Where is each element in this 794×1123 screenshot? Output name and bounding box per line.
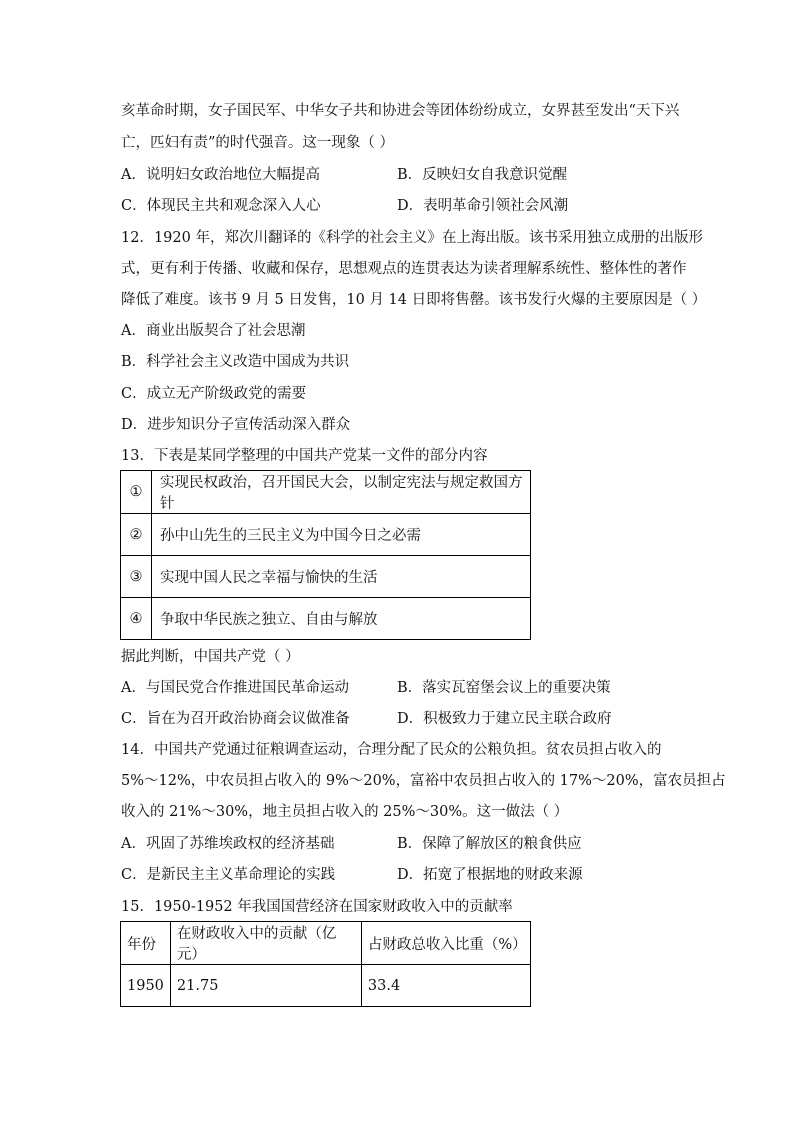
header-cell: 在财政收入中的贡献（亿元） (170, 922, 361, 965)
table-cell: 1950 (121, 965, 171, 1007)
header-cell: 年份 (121, 922, 171, 965)
row-number: ④ (121, 598, 152, 640)
q11-option-b: B．反映妇女自我意识觉醒 (397, 167, 568, 183)
header-cell: 占财政总收入比重（%） (361, 922, 530, 965)
q12-stem-line-3: 降低了难度。该书 9 月 5 日发售，10 月 14 日即将售罄。该书发行火爆的主要原因是（ ） (121, 292, 707, 308)
q13-stem: 13．下表是某同学整理的中国共产党某一文件的部分内容 (121, 448, 488, 464)
q11-stem-line-2: 亡，匹妇有责”的时代强音。这一现象（ ） (121, 135, 395, 151)
row-text: 孙中山先生的三民主义为中国今日之必需 (152, 514, 531, 556)
q15-stem: 15．1950-1952 年我国国营经济在国家财政收入中的贡献率 (121, 899, 513, 915)
q11-option-c: C．体现民主共和观念深入人心 (121, 198, 321, 214)
q11-option-d: D．表明革命引领社会风潮 (397, 198, 569, 214)
q12-option-a: A．商业出版契合了社会思潮 (121, 323, 306, 339)
q13-option-b: B．落实瓦窑堡会议上的重要决策 (397, 680, 611, 696)
q15-table (120, 921, 531, 1007)
q14-stem-line-2: 5%～12%，中农员担占收入的 9%～20%，富裕中农员担占收入的 17%～20%，富农员担占 (121, 773, 726, 789)
row-number: ③ (121, 556, 152, 598)
q13-table (120, 470, 531, 640)
table-row (121, 598, 531, 640)
q14-stem-line-3: 收入的 21%～30%，地主员担占收入的 25%～30%。这一做法（ ） (121, 804, 569, 820)
q13-option-a: A．与国民党合作推进国民革命运动 (121, 680, 349, 696)
row-number: ① (121, 471, 152, 514)
q12-option-d: D．进步知识分子宣传活动深入群众 (121, 417, 351, 433)
q13-option-d: D．积极致力于建立民主联合政府 (397, 711, 612, 727)
q14-option-b: B．保障了解放区的粮食供应 (397, 836, 582, 852)
q12-option-c: C．成立无产阶级政党的需要 (121, 386, 307, 402)
row-text: 实现中国人民之幸福与愉快的生活 (152, 556, 531, 598)
q11-stem-line-1: 亥革命时期，女子国民军、中华女子共和协进会等团体纷纷成立，女界甚至发出“天下兴 (121, 103, 680, 119)
q11-option-a: A．说明妇女政治地位大幅提高 (121, 167, 320, 183)
q13-option-c: C．旨在为召开政治协商会议做准备 (121, 711, 350, 727)
q12-stem-line-2: 式，更有利于传播、收藏和保存，思想观点的连贯表达为读者理解系统性、整体性的著作 (121, 261, 687, 277)
table-cell: 21.75 (170, 965, 361, 1007)
q14-option-d: D．拓宽了根据地的财政来源 (397, 867, 583, 883)
row-number: ② (121, 514, 152, 556)
table-header-row (121, 922, 531, 965)
row-text: 争取中华民族之独立、自由与解放 (152, 598, 531, 640)
q14-option-c: C．是新民主主义革命理论的实践 (121, 867, 336, 883)
q12-stem-line-1: 12．1920 年，郑次川翻译的《科学的社会主义》在上海出版。该书采用独立成册的出版形 (121, 230, 703, 246)
q13-after-table: 据此判断，中国共产党（ ） (121, 649, 300, 665)
q14-option-a: A．巩固了苏维埃政权的经济基础 (121, 836, 335, 852)
q12-option-b: B．科学社会主义改造中国成为共识 (121, 354, 350, 370)
table-row (121, 471, 531, 514)
table-row (121, 556, 531, 598)
row-text: 实现民权政治，召开国民大会，以制定宪法与规定救国方针 (152, 471, 531, 514)
table-cell: 33.4 (361, 965, 530, 1007)
q14-stem-line-1: 14．中国共产党通过征粮调查运动，合理分配了民众的公粮负担。贫农员担占收入的 (121, 742, 662, 758)
table-row (121, 965, 531, 1007)
table-row (121, 514, 531, 556)
